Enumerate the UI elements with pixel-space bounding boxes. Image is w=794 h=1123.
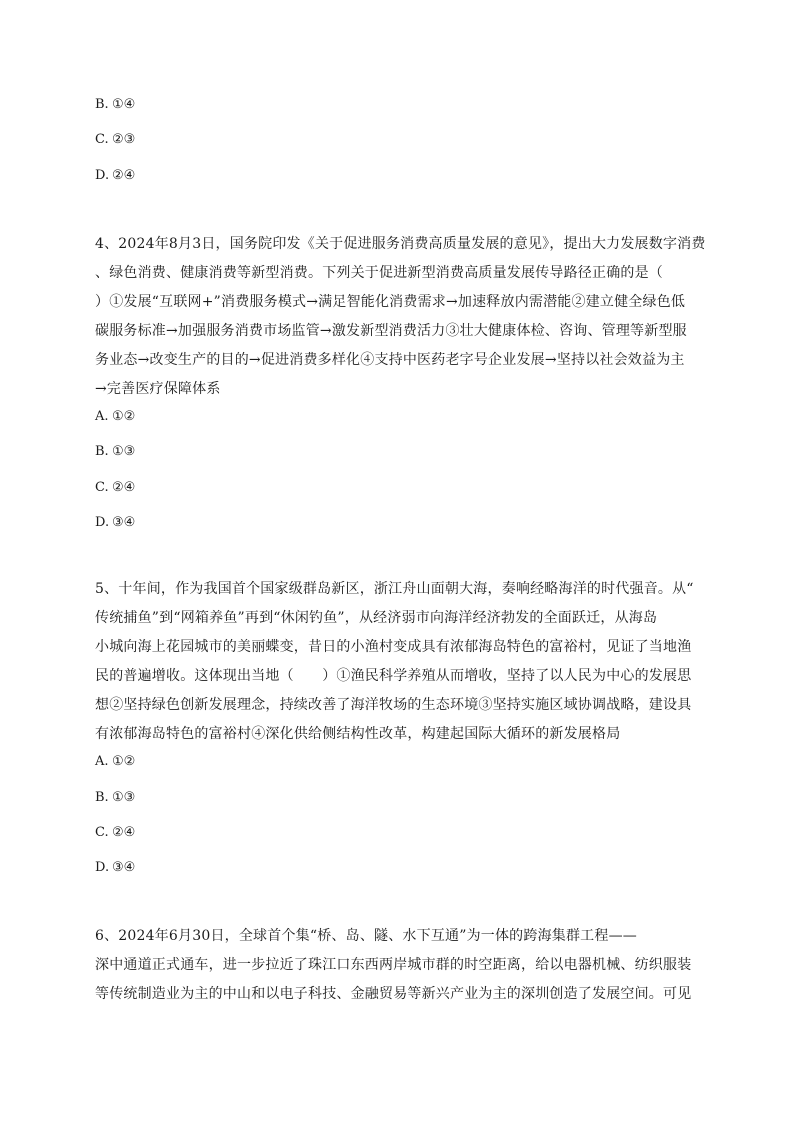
question-line: 传统捕鱼”到“网箱养鱼”再到“休闲钓鱼”，从经济弱市向海洋经济勃发的全面跃迁，从海岛 [95,610,658,626]
q4-option-b[interactable] [95,443,135,461]
question-line: 有浓郁海岛特色的富裕村④深化供给侧结构性改革，构建起国际大循环的新发展格局 [95,726,621,742]
option-text: ③④ [112,515,136,530]
option-letter: D. [95,515,110,530]
question-line: 5、十年间，作为我国首个国家级群岛新区，浙江舟山面朝大海，奏响经略海洋的时代强音。从“ [95,581,694,597]
question-line: 想②坚持绿色创新发展理念，持续改善了海洋牧场的生态环境③坚持实施区域协调战略，建设具 [95,697,692,713]
option-text: ①③ [112,444,136,459]
option-letter: B. [95,444,109,459]
q3-option-b[interactable] [95,96,135,114]
option-letter: C. [95,825,109,840]
option-text: ①③ [112,790,136,805]
question-4-stem [95,230,706,404]
q5-option-b[interactable] [95,789,135,807]
question-line: 小城向海上花园城市的美丽蝶变，昔日的小渔村变成具有浓郁海岛特色的富裕村，见证了当地渔 [95,639,692,655]
option-letter: C. [95,480,109,495]
question-line: 等传统制造业为主的中山和以电子科技、金融贸易等新兴产业为主的深圳创造了发展空间。可见 [95,986,692,1002]
option-letter: B. [95,97,109,112]
question-line: 、绿色消费、健康消费等新型消费。下列关于促进新型消费高质量发展传导路径正确的是（ [95,265,663,281]
option-text: ①② [112,409,136,424]
q4-option-d[interactable] [95,514,135,532]
q5-option-d[interactable] [95,859,135,877]
option-text: ①④ [112,97,136,112]
q3-option-c[interactable] [95,131,135,149]
question-line: 6、2024年6月30日，全球首个集“桥、岛、隧、水下互通”为一体的跨海集群工程—— [95,928,637,944]
question-line: 4、2024年8月3日，国务院印发《关于促进服务消费高质量发展的意见》，提出大力发展数字消费 [95,236,706,252]
option-letter: D. [95,168,110,183]
option-letter: A. [95,409,109,424]
question-5-stem [95,575,695,749]
question-line: 深中通道正式通车，进一步拉近了珠江口东西两岸城市群的时空距离，给以电器机械、纺织服装 [95,957,692,973]
question-6-stem [95,922,695,1009]
option-letter: C. [95,132,109,147]
option-text: ②③ [112,132,136,147]
q4-option-a[interactable] [95,408,135,426]
option-text: ②④ [112,168,136,183]
question-line: ）①发展“互联网+”消费服务模式→满足智能化消费需求→加速释放内需潜能②建立健全绿色低 [95,294,686,310]
question-line: 民的普遍增收。这体现出当地（ ）①渔民科学养殖从而增收，坚持了以人民为中心的发展思 [95,668,692,684]
option-letter: A. [95,754,109,769]
option-text: ③④ [112,860,136,875]
question-line: 务业态→改变生产的目的→促进消费多样化④支持中医药老字号企业发展→坚持以社会效益为主 [95,352,685,368]
question-line: →完善医疗保障体系 [95,381,221,397]
option-letter: D. [95,860,110,875]
option-letter: B. [95,790,109,805]
q5-option-c[interactable] [95,824,135,842]
question-line: 碳服务标准→加强服务消费市场监管→激发新型消费活力③壮大健康体检、咨询、管理等新型服 [95,323,687,339]
option-text: ①② [112,754,136,769]
option-text: ②④ [112,480,136,495]
q4-option-c[interactable] [95,479,135,497]
option-text: ②④ [112,825,136,840]
q3-option-d[interactable] [95,167,135,185]
q5-option-a[interactable] [95,753,135,771]
